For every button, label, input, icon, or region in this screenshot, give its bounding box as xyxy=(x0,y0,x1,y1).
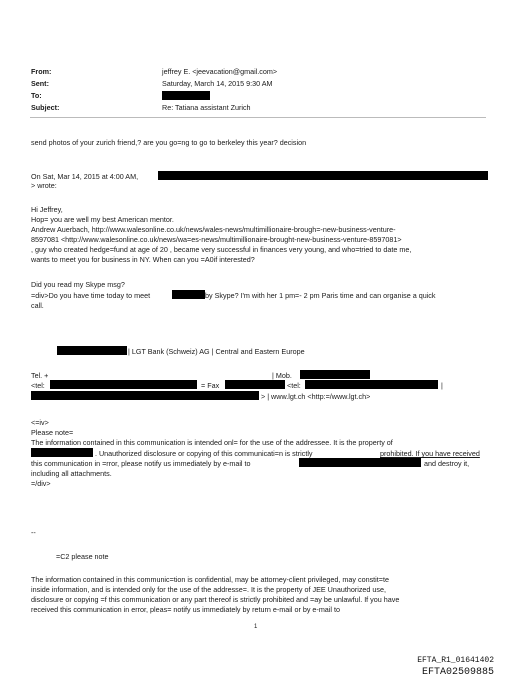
redaction-notify-email xyxy=(299,458,421,467)
sig-pipe: | xyxy=(441,381,443,390)
redaction-mob xyxy=(300,370,370,379)
footer-l2: inside information, and is intended only for the use of the addresse=. It is the property of JEE Unauthorized use, xyxy=(31,585,386,594)
redaction-email xyxy=(31,391,259,400)
subject-label: Subject: xyxy=(31,103,60,112)
sig-tel3: <tel: xyxy=(287,381,301,390)
footer-l1: The information contained in this communic=tion is confidential, may be attorney-client privileged, may constit=te xyxy=(31,575,389,584)
redaction-to xyxy=(162,91,210,100)
notice-l3a: this communication in =rror, please notify us immediately by e-mail to xyxy=(31,459,251,468)
to-label: To: xyxy=(31,91,42,100)
greeting: Hi Jeffrey, xyxy=(31,205,63,214)
notice-l4: including all attachments. xyxy=(31,469,112,478)
sent-label: Sent: xyxy=(31,79,49,88)
page-number: 1 xyxy=(254,624,258,630)
body-p2: Andrew Auerbach, http://www.walesonline.co.uk/news/wales-news/multimillionaire-brough=-new-business-venture- xyxy=(31,225,396,234)
footer-c2: =C2 please note xyxy=(56,552,109,561)
skype-line-a: =div>Do you have time today to meet xyxy=(31,291,151,300)
notice-l2b: prohibited. If you have received xyxy=(380,449,480,458)
redaction-sender xyxy=(158,171,488,180)
notice-l2a: . Unauthorized disclosure or copying of this communicati=n is strictly xyxy=(95,449,313,458)
doc-id-2: EFTA02509885 xyxy=(421,667,494,678)
body-p4: , guy who created hedge=fund at age of 20 , became very successful in finances very young, and who=tried to date me, xyxy=(31,245,412,254)
skype-q: Did you read my Skype msg? xyxy=(31,280,125,289)
subject-value: Re: Tatiana assistant Zurich xyxy=(162,103,251,112)
quote-on: On Sat, Mar 14, 2015 at 4:00 AM, xyxy=(31,172,139,181)
notice-l3b: and destroy it, xyxy=(424,459,470,468)
redaction-fax xyxy=(225,380,285,389)
body-p1: Hop= you are well my best American mentor. xyxy=(31,215,174,224)
sig-tel: Tel. + xyxy=(31,371,49,380)
skype-line-b: by Skype? I'm with her 1 pm=- 2 pm Paris time and can organise a quick xyxy=(205,291,436,300)
redaction-name xyxy=(172,290,205,299)
sig-tel2: <tel: xyxy=(31,381,45,390)
body-p5: wants to meet you for business in NY. When can you =A0if interested? xyxy=(31,255,255,264)
footer-l4: received this communication in error, pleas= notify us immediately by return e-mail or by e-mail to xyxy=(31,605,340,614)
redaction-owner xyxy=(31,448,93,457)
from-label: From: xyxy=(31,67,52,76)
sig-mob: | Mob. xyxy=(272,371,292,380)
sig-bank: | LGT Bank (Schweiz) AG | Central and Eastern Europe xyxy=(128,347,305,356)
sig-web: > | www.lgt.ch <http:=/www.lgt.ch> xyxy=(261,392,371,401)
sent-value: Saturday, March 14, 2015 9:30 AM xyxy=(162,79,273,88)
notice-l5: =/div> xyxy=(31,479,51,488)
redaction-tel3 xyxy=(305,380,438,389)
redaction-tel xyxy=(50,380,197,389)
quote-wrote: > wrote: xyxy=(31,181,57,190)
notice-div: <=iv> xyxy=(31,418,49,427)
body-line-1: send photos of your zurich friend,? are you go=ng to go to berkeley this year? decision xyxy=(31,138,307,147)
from-value: jeffrey E. <jeevacation@gmail.com> xyxy=(162,67,278,76)
sig-fax: = Fax xyxy=(201,381,220,390)
footer-dash: -- xyxy=(31,528,36,537)
footer-l3: disclosure or copying =f this communication or any part thereof is strictly prohibited and =ay be unlawful. If you have xyxy=(31,595,400,604)
skype-call: call. xyxy=(31,301,44,310)
redaction-sig-name xyxy=(57,346,127,355)
notice-l1: The information contained in this communication is intended onl= for the use of the addressee. It is the property of xyxy=(31,438,393,447)
doc-id-1: EFTA_R1_01641402 xyxy=(417,656,494,665)
body-p3: 8597081 <http://www.walesonline.co.uk/news/wa=es-news/multimillionaire-brought-new-business-venture-8597081> xyxy=(31,235,402,244)
header-divider xyxy=(30,117,486,118)
notice-please: Please note= xyxy=(31,428,74,437)
